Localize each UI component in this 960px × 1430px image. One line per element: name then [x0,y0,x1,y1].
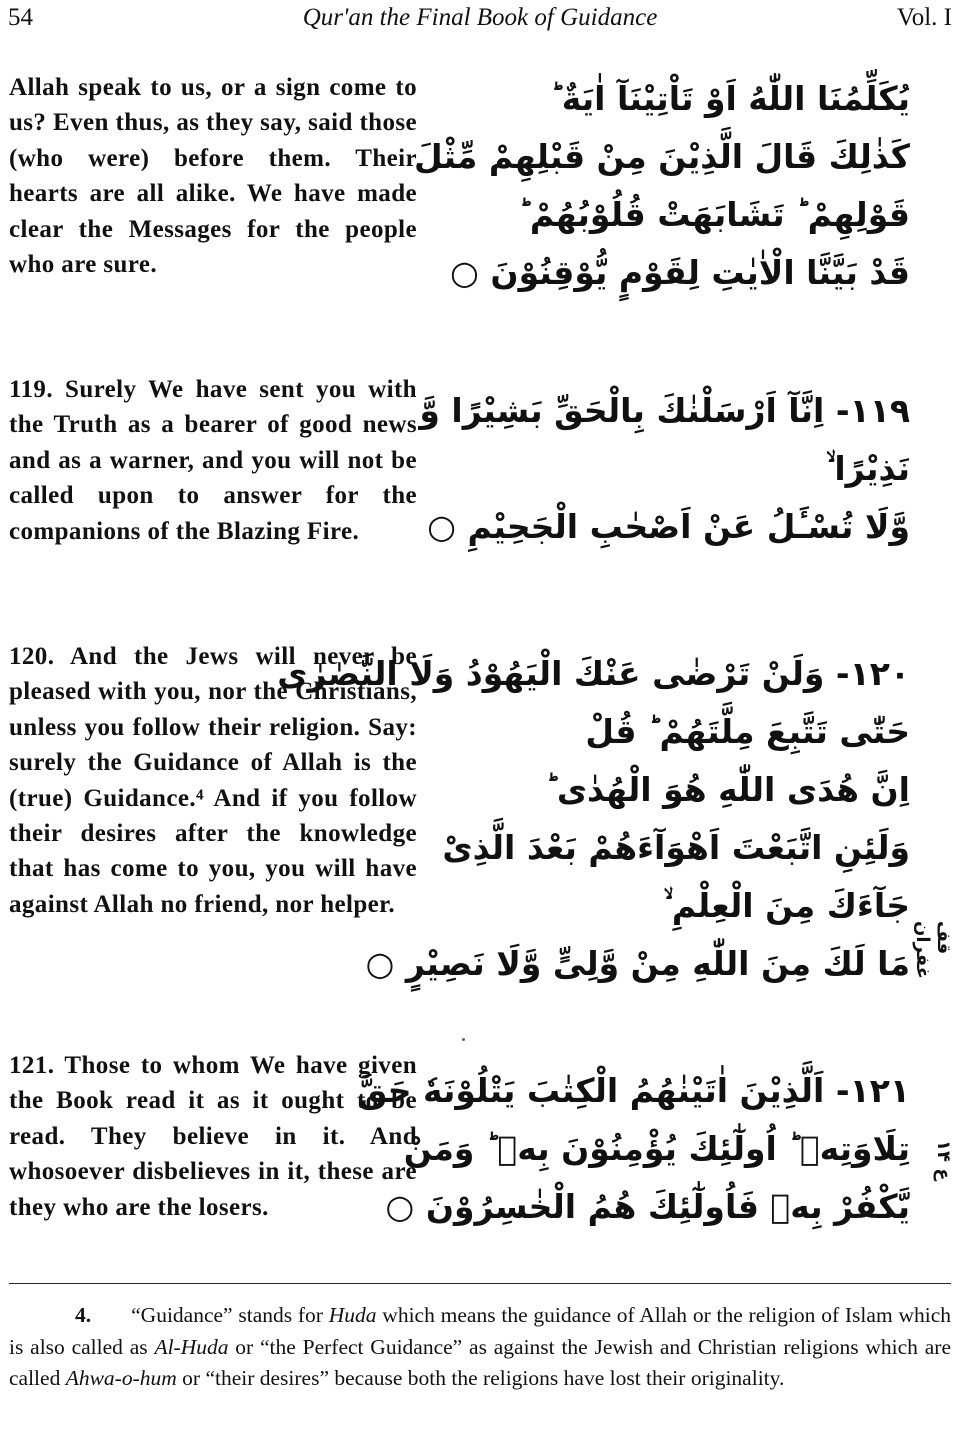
english-translation: Allah speak to us, or a sign come to us? Even thus, as they say, said those (who were) before them. Their hearts are all alike. We have made clear the Messages for the people who are sure. [9,74,417,279]
footnote-text: which means the guidance of Allah or the religion of Islam which is also called as [9,1303,951,1359]
waqf-margin-note: قف غفران [912,921,954,979]
footnote-text: “Guidance” stands for [131,1303,329,1327]
arabic-line: جَآءَكَ مِنَ الْعِلْمِ ۙ [663,886,910,925]
arabic-line: ١٢٠- وَلَنْ تَرْضٰى عَنْكَ الْيَهُوْدُ وَلَا النَّصٰرٰى [277,654,910,693]
footnote-divider [9,1283,951,1284]
arabic-line: ١١٩- اِنَّآ اَرْسَلْنٰكَ بِالْحَقِّ بَشِيْرًا وَّ [419,391,910,430]
arabic-line: يَّكْفُرْ بِهٖ فَاُولٰٓئِكَ هُمُ الْخٰسِرُوْنَ ○ [385,1187,910,1226]
english-translation: 119. Surely We have sent you with the Truth as a bearer of good news and as a warner, and you will not be called upon to answer for the companions of the Blazing Fire. [9,376,417,545]
arabic-line: نَذِيْرًا ۙ [826,449,910,488]
arabic-line: كَذٰلِكَ قَالَ الَّذِيْنَ مِنْ قَبْلِهِمْ مِّثْلَ [414,137,910,176]
english-translation: 120. And the Jews will never be pleased with you, nor the Christians, unless you follow their religion. Say: surely the Guidance of Allah is the (true) Guidance.⁴ And if you follow their desires after the knowledge that has come to you, you will have against Allah no friend, nor helper. [9,643,417,918]
arabic-line: مَا لَكَ مِنَ اللّٰهِ مِنْ وَّلِىٍّ وَّلَا نَصِيْرٍ ○ [365,944,910,983]
arabic-line: وَلَئِنِ اتَّبَعْتَ اَهْوَآءَهُمْ بَعْدَ الَّذِىْ [442,828,910,867]
arabic-line: وَّلَا تُسْـَٔلُ عَنْ اَصْحٰبِ الْجَحِيْمِ ○ [427,507,910,546]
arabic-line: قَوْلِهِمْ ؕ تَشَابَهَتْ قُلُوْبُهُمْ ؕ [518,195,910,234]
arabic-line: قَدْ بَيَّنَّا الْاٰيٰتِ لِقَوْمٍ يُّوْقِنُوْنَ ○ [450,253,910,292]
arabic-verse [419,382,910,556]
footnote-term: Al-Huda [154,1334,229,1359]
footnote-number: 4. [75,1303,92,1327]
footnote-term: Ahwa-o-hum [65,1366,177,1390]
volume-label: Vol. I [896,4,952,31]
arabic-line: اِنَّ هُدَى اللّٰهِ هُوَ الْهُدٰى ؕ [545,770,910,809]
arabic-verse [277,645,910,993]
print-speck [462,1038,465,1041]
arabic-line: حَتّٰى تَتَّبِعَ مِلَّتَهُمْ ؕ قُلْ [585,712,910,751]
arabic-line: تِلَاوَتِهٖ ؕ اُولٰٓئِكَ يُؤْمِنُوْنَ بِهٖ ؕ وَمَنْ [403,1129,910,1168]
english-translation: 121. Those to whom We have given the Book read it as it ought to be read. They believe in it. And whosoever disbelieves in it, these are they who are the losers. [9,1052,417,1221]
footnote-text: or “their desires” because both the religions have lost their originality. [176,1366,785,1390]
footnote-term: Huda [328,1303,377,1327]
footnote-text: or “the Perfect Guidance” as against the Jewish and Christian religions which are called [9,1334,951,1390]
footnote [9,1300,951,1395]
ruku-margin-note: ع ۱۴ [933,1140,954,1181]
page-header [0,4,960,38]
arabic-verse [358,1062,910,1236]
page-number: 54 [8,4,33,31]
arabic-verse [414,70,910,302]
book-title: Qur'an the Final Book of Guidance [302,4,658,31]
arabic-line: يُكَلِّمُنَا اللّٰهُ اَوْ تَاْتِيْنَآ اٰيَةٌ ؕ [550,79,910,118]
arabic-line: ١٢١- اَلَّذِيْنَ اٰتَيْنٰهُمُ الْكِتٰبَ يَتْلُوْنَهٗ حَقَّ [358,1071,910,1110]
